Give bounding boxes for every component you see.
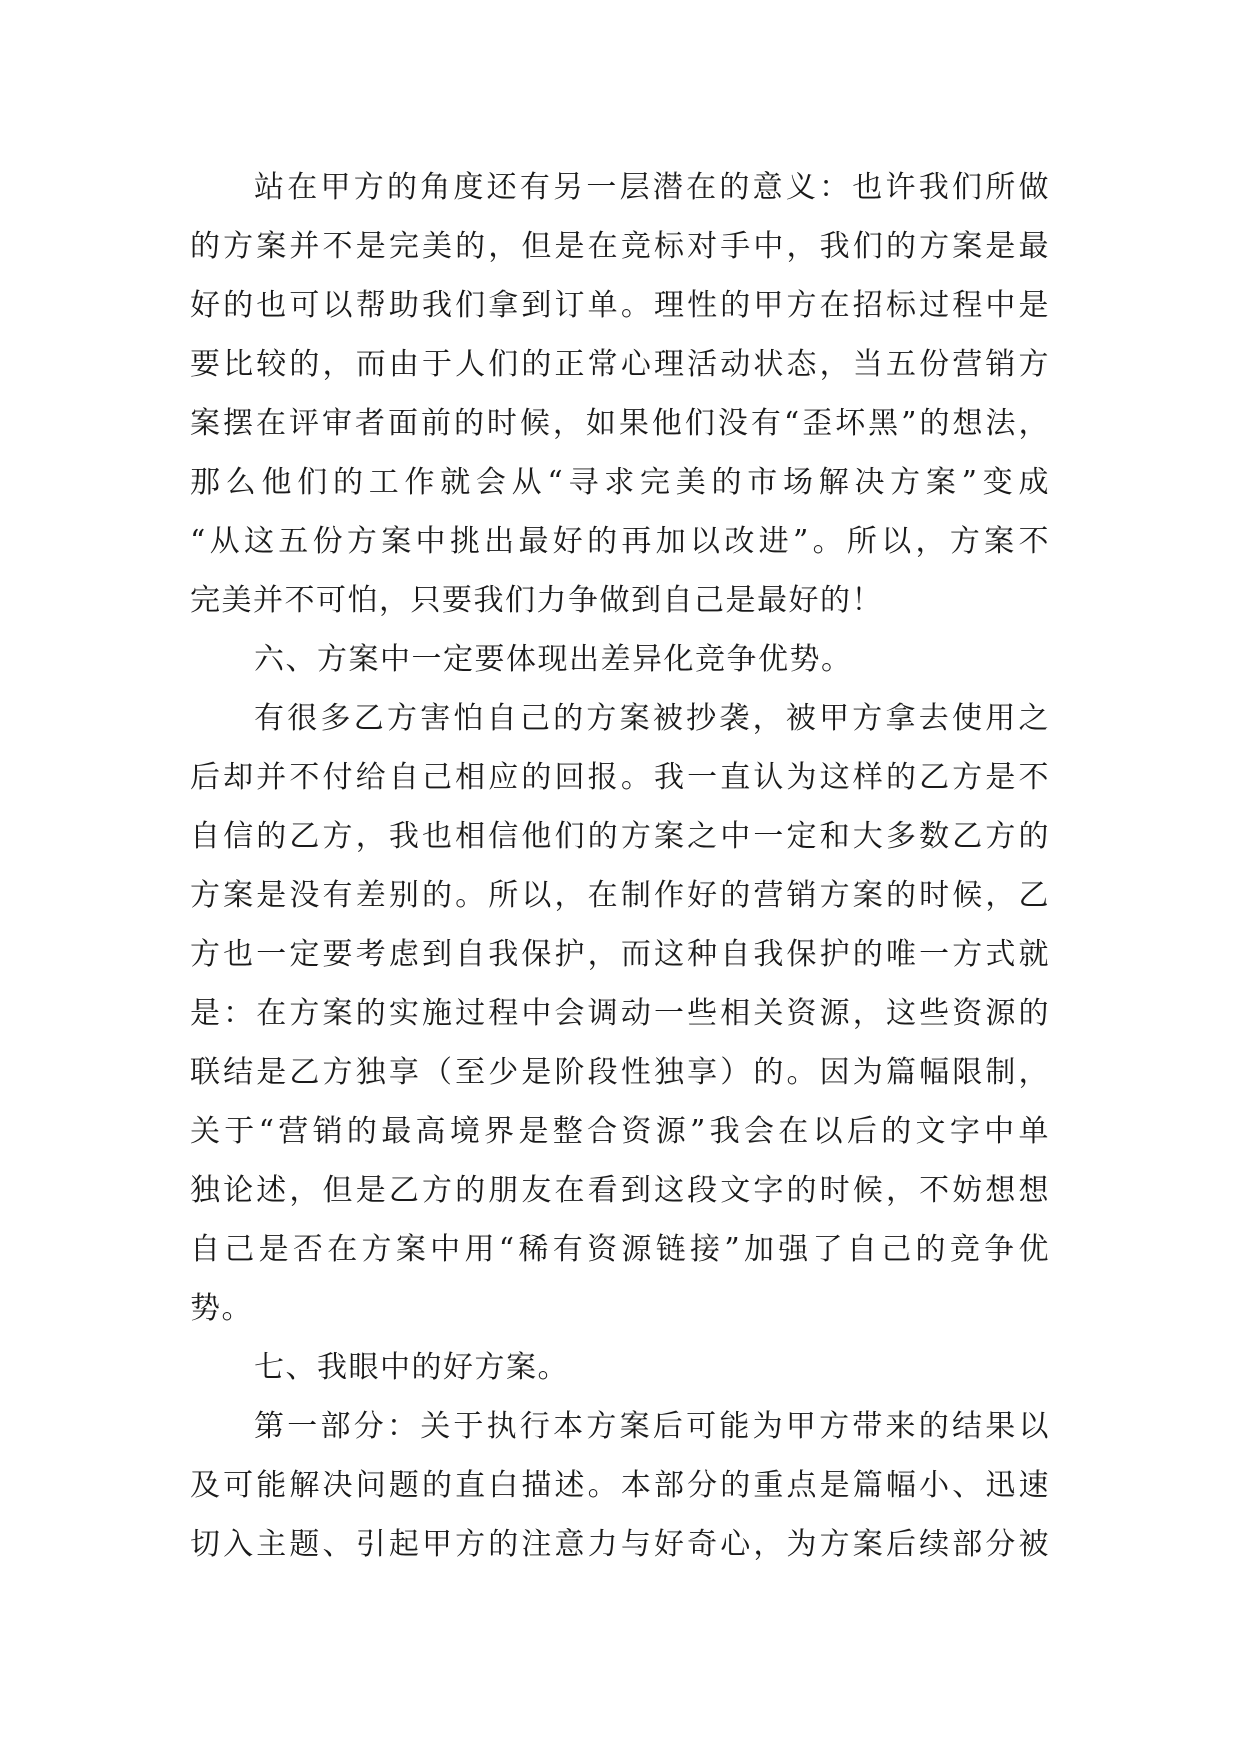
- text-line: 好的也可以帮助我们拿到订单。理性的甲方在招标过程中是: [190, 288, 1050, 323]
- text-line: 第一部分：关于执行本方案后可能为甲方带来的结果以: [254, 1409, 1050, 1444]
- text-line: 七、我眼中的好方案。: [254, 1350, 569, 1385]
- text-line: 的方案并不是完美的，但是在竞标对手中，我们的方案是最: [190, 229, 1050, 264]
- text-line: 切入主题、引起甲方的注意力与好奇心，为方案后续部分被: [190, 1527, 1050, 1562]
- text-line: 是：在方案的实施过程中会调动一些相关资源，这些资源的: [190, 996, 1050, 1031]
- text-line: 那么他们的工作就会从“寻求完美的市场解决方案”变成: [190, 465, 1050, 500]
- text-line: 方也一定要考虑到自我保护，而这种自我保护的唯一方式就: [190, 937, 1050, 972]
- text-line: 自己是否在方案中用“稀有资源链接”加强了自己的竞争优: [190, 1232, 1050, 1267]
- text-line: 六、方案中一定要体现出差异化竞争优势。: [254, 642, 853, 677]
- text-line: 及可能解决问题的直白描述。本部分的重点是篇幅小、迅速: [190, 1468, 1050, 1503]
- text-line: 联结是乙方独享（至少是阶段性独享）的。因为篇幅限制，: [190, 1055, 1050, 1090]
- text-line: 关于“营销的最高境界是整合资源”我会在以后的文字中单: [190, 1114, 1050, 1149]
- text-line: 完美并不可怕，只要我们力争做到自己是最好的！: [190, 583, 883, 618]
- text-line: 后却并不付给自己相应的回报。我一直认为这样的乙方是不: [190, 760, 1050, 795]
- text-line: 有很多乙方害怕自己的方案被抄袭，被甲方拿去使用之: [254, 701, 1050, 736]
- text-line: 方案是没有差别的。所以，在制作好的营销方案的时候，乙: [190, 878, 1050, 913]
- text-line: 自信的乙方，我也相信他们的方案之中一定和大多数乙方的: [190, 819, 1050, 854]
- text-line: “从这五份方案中挑出最好的再加以改进”。所以，方案不: [190, 524, 1050, 559]
- text-line: 独论述，但是乙方的朋友在看到这段文字的时候，不妨想想: [190, 1173, 1050, 1208]
- text-line: 案摆在评审者面前的时候，如果他们没有“歪坏黑”的想法，: [190, 406, 1050, 441]
- text-line: 势。: [190, 1291, 253, 1326]
- document-body: [190, 158, 1050, 1574]
- text-line: 站在甲方的角度还有另一层潜在的意义：也许我们所做: [254, 170, 1050, 205]
- text-line: 要比较的，而由于人们的正常心理活动状态，当五份营销方: [190, 347, 1050, 382]
